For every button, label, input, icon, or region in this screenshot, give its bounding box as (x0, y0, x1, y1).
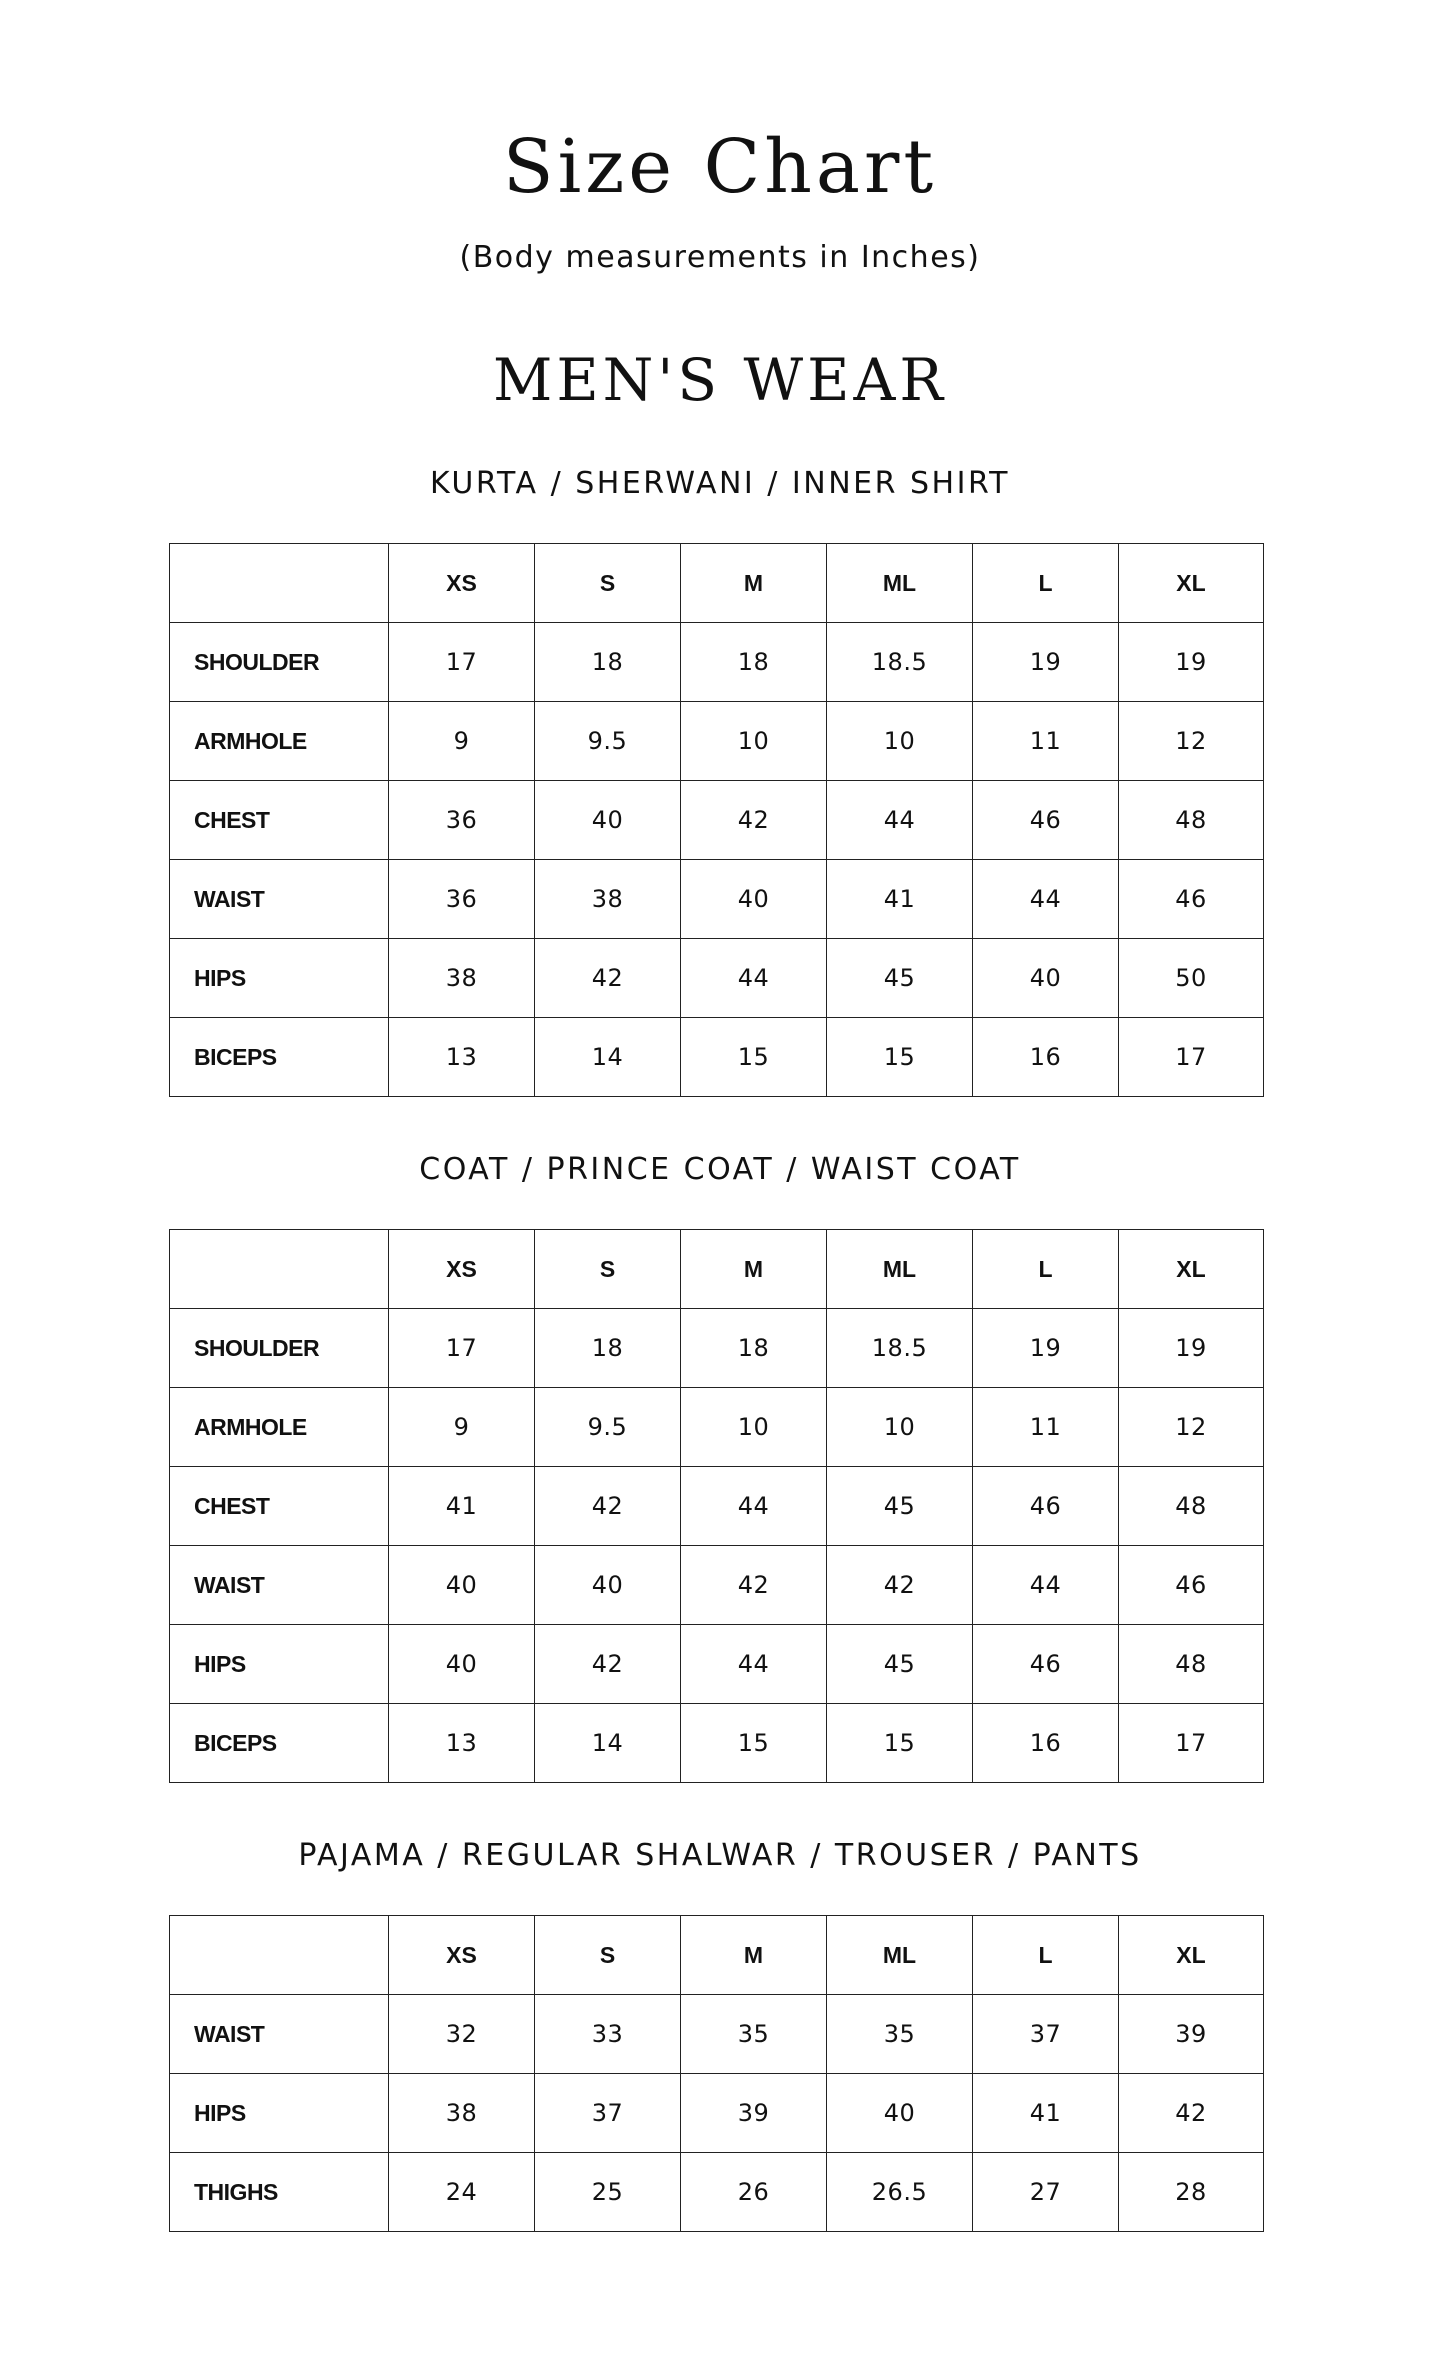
table-header-row (170, 1230, 1264, 1309)
table-cell: 46 (973, 781, 1119, 860)
table-cell: 42 (681, 1546, 827, 1625)
size-header: M (681, 1230, 827, 1309)
table-cell: 15 (681, 1018, 827, 1097)
table-cell: 16 (973, 1018, 1119, 1097)
table-cell: 42 (681, 781, 827, 860)
table-cell: 41 (389, 1467, 535, 1546)
page-title: Size Chart (502, 124, 938, 210)
table-cell: 15 (827, 1704, 973, 1783)
table-cell: 25 (535, 2153, 681, 2232)
row-label: SHOULDER (170, 1309, 389, 1388)
table-cell: 40 (973, 939, 1119, 1018)
row-label: HIPS (170, 2074, 389, 2153)
table-cell: 36 (389, 860, 535, 939)
row-label: WAIST (170, 860, 389, 939)
table-cell: 46 (1119, 860, 1264, 939)
table-row (170, 2153, 1264, 2232)
table-cell: 18 (681, 623, 827, 702)
table-cell: 44 (681, 1625, 827, 1704)
table-cell: 42 (535, 1467, 681, 1546)
table-cell: 40 (681, 860, 827, 939)
row-label: CHEST (170, 1467, 389, 1546)
table-cell: 10 (681, 1388, 827, 1467)
size-header: M (681, 1916, 827, 1995)
table-cell: 24 (389, 2153, 535, 2232)
table-cell: 42 (1119, 2074, 1264, 2153)
table-cell: 40 (389, 1625, 535, 1704)
size-header: XS (389, 544, 535, 623)
table-cell: 46 (1119, 1546, 1264, 1625)
table-cell: 18 (535, 623, 681, 702)
table-row (170, 1467, 1264, 1546)
size-header: M (681, 544, 827, 623)
table-cell: 14 (535, 1018, 681, 1097)
category-title: MEN'S WEAR (492, 346, 948, 414)
row-label: ARMHOLE (170, 702, 389, 781)
table-row (170, 623, 1264, 702)
table-cell: 19 (973, 623, 1119, 702)
size-header: S (535, 1916, 681, 1995)
table-row (170, 939, 1264, 1018)
section-title-pajama: PAJAMA / REGULAR SHALWAR / TROUSER / PANTS (298, 1838, 1142, 1873)
table-row (170, 1018, 1264, 1097)
header-blank-cell (170, 1916, 389, 1995)
page-subtitle: (Body measurements in Inches) (459, 240, 981, 275)
table-cell: 42 (535, 1625, 681, 1704)
row-label: BICEPS (170, 1704, 389, 1783)
table-cell: 39 (1119, 1995, 1264, 2074)
table-cell: 38 (389, 2074, 535, 2153)
size-header: ML (827, 1916, 973, 1995)
table-cell: 40 (827, 2074, 973, 2153)
table-cell: 38 (389, 939, 535, 1018)
table-cell: 26.5 (827, 2153, 973, 2232)
table-cell: 35 (827, 1995, 973, 2074)
header-blank-cell (170, 544, 389, 623)
table-cell: 17 (1119, 1704, 1264, 1783)
table-cell: 38 (535, 860, 681, 939)
table-cell: 13 (389, 1704, 535, 1783)
table-cell: 44 (973, 1546, 1119, 1625)
table-cell: 10 (827, 702, 973, 781)
row-label: BICEPS (170, 1018, 389, 1097)
table-cell: 36 (389, 781, 535, 860)
table-header-row (170, 544, 1264, 623)
row-label: HIPS (170, 939, 389, 1018)
size-header: S (535, 544, 681, 623)
table-row (170, 1388, 1264, 1467)
table-cell: 33 (535, 1995, 681, 2074)
table-cell: 39 (681, 2074, 827, 2153)
table-cell: 18.5 (827, 1309, 973, 1388)
row-label: SHOULDER (170, 623, 389, 702)
table-cell: 26 (681, 2153, 827, 2232)
table-cell: 27 (973, 2153, 1119, 2232)
table-cell: 50 (1119, 939, 1264, 1018)
table-cell: 15 (681, 1704, 827, 1783)
table-cell: 41 (973, 2074, 1119, 2153)
size-header: L (973, 1916, 1119, 1995)
table-cell: 48 (1119, 1625, 1264, 1704)
table-cell: 44 (973, 860, 1119, 939)
table-cell: 19 (1119, 623, 1264, 702)
table-cell: 11 (973, 702, 1119, 781)
table-cell: 9.5 (535, 1388, 681, 1467)
row-label: CHEST (170, 781, 389, 860)
table-row (170, 781, 1264, 860)
section-title-coat: COAT / PRINCE COAT / WAIST COAT (419, 1152, 1021, 1187)
size-header: XL (1119, 544, 1264, 623)
table-row (170, 1309, 1264, 1388)
table-cell: 15 (827, 1018, 973, 1097)
table-cell: 12 (1119, 702, 1264, 781)
table-cell: 19 (973, 1309, 1119, 1388)
size-table-pajama (169, 1915, 1264, 2232)
table-row (170, 2074, 1264, 2153)
table-cell: 40 (535, 781, 681, 860)
table-cell: 46 (973, 1467, 1119, 1546)
row-label: ARMHOLE (170, 1388, 389, 1467)
table-cell: 18 (535, 1309, 681, 1388)
table-cell: 37 (535, 2074, 681, 2153)
table-cell: 11 (973, 1388, 1119, 1467)
table-cell: 45 (827, 1467, 973, 1546)
size-header: S (535, 1230, 681, 1309)
table-cell: 18.5 (827, 623, 973, 702)
header-blank-cell (170, 1230, 389, 1309)
table-row (170, 1995, 1264, 2074)
table-cell: 44 (681, 1467, 827, 1546)
table-cell: 28 (1119, 2153, 1264, 2232)
table-cell: 17 (1119, 1018, 1264, 1097)
size-header: L (973, 1230, 1119, 1309)
table-cell: 48 (1119, 1467, 1264, 1546)
size-table-coat (169, 1229, 1264, 1783)
table-cell: 40 (535, 1546, 681, 1625)
table-row (170, 1625, 1264, 1704)
table-cell: 16 (973, 1704, 1119, 1783)
table-cell: 41 (827, 860, 973, 939)
table-cell: 9 (389, 702, 535, 781)
table-cell: 12 (1119, 1388, 1264, 1467)
table-cell: 17 (389, 1309, 535, 1388)
table-cell: 17 (389, 623, 535, 702)
table-cell: 14 (535, 1704, 681, 1783)
table-cell: 48 (1119, 781, 1264, 860)
table-cell: 45 (827, 939, 973, 1018)
row-label: WAIST (170, 1546, 389, 1625)
table-cell: 9.5 (535, 702, 681, 781)
size-header: ML (827, 1230, 973, 1309)
table-row (170, 1704, 1264, 1783)
table-cell: 19 (1119, 1309, 1264, 1388)
size-table-kurta (169, 543, 1264, 1097)
table-cell: 32 (389, 1995, 535, 2074)
size-header: XL (1119, 1230, 1264, 1309)
size-header: ML (827, 544, 973, 623)
table-cell: 40 (389, 1546, 535, 1625)
table-cell: 13 (389, 1018, 535, 1097)
row-label: WAIST (170, 1995, 389, 2074)
size-header: L (973, 544, 1119, 623)
table-cell: 44 (827, 781, 973, 860)
size-header: XS (389, 1230, 535, 1309)
size-header: XL (1119, 1916, 1264, 1995)
table-cell: 35 (681, 1995, 827, 2074)
table-cell: 9 (389, 1388, 535, 1467)
table-header-row (170, 1916, 1264, 1995)
table-cell: 10 (827, 1388, 973, 1467)
table-cell: 46 (973, 1625, 1119, 1704)
table-cell: 37 (973, 1995, 1119, 2074)
table-cell: 18 (681, 1309, 827, 1388)
table-row (170, 702, 1264, 781)
size-header: XS (389, 1916, 535, 1995)
table-cell: 42 (535, 939, 681, 1018)
table-cell: 44 (681, 939, 827, 1018)
table-row (170, 1546, 1264, 1625)
section-title-kurta: KURTA / SHERWANI / INNER SHIRT (430, 466, 1010, 501)
row-label: HIPS (170, 1625, 389, 1704)
table-cell: 10 (681, 702, 827, 781)
row-label: THIGHS (170, 2153, 389, 2232)
table-row (170, 860, 1264, 939)
table-cell: 45 (827, 1625, 973, 1704)
table-cell: 42 (827, 1546, 973, 1625)
